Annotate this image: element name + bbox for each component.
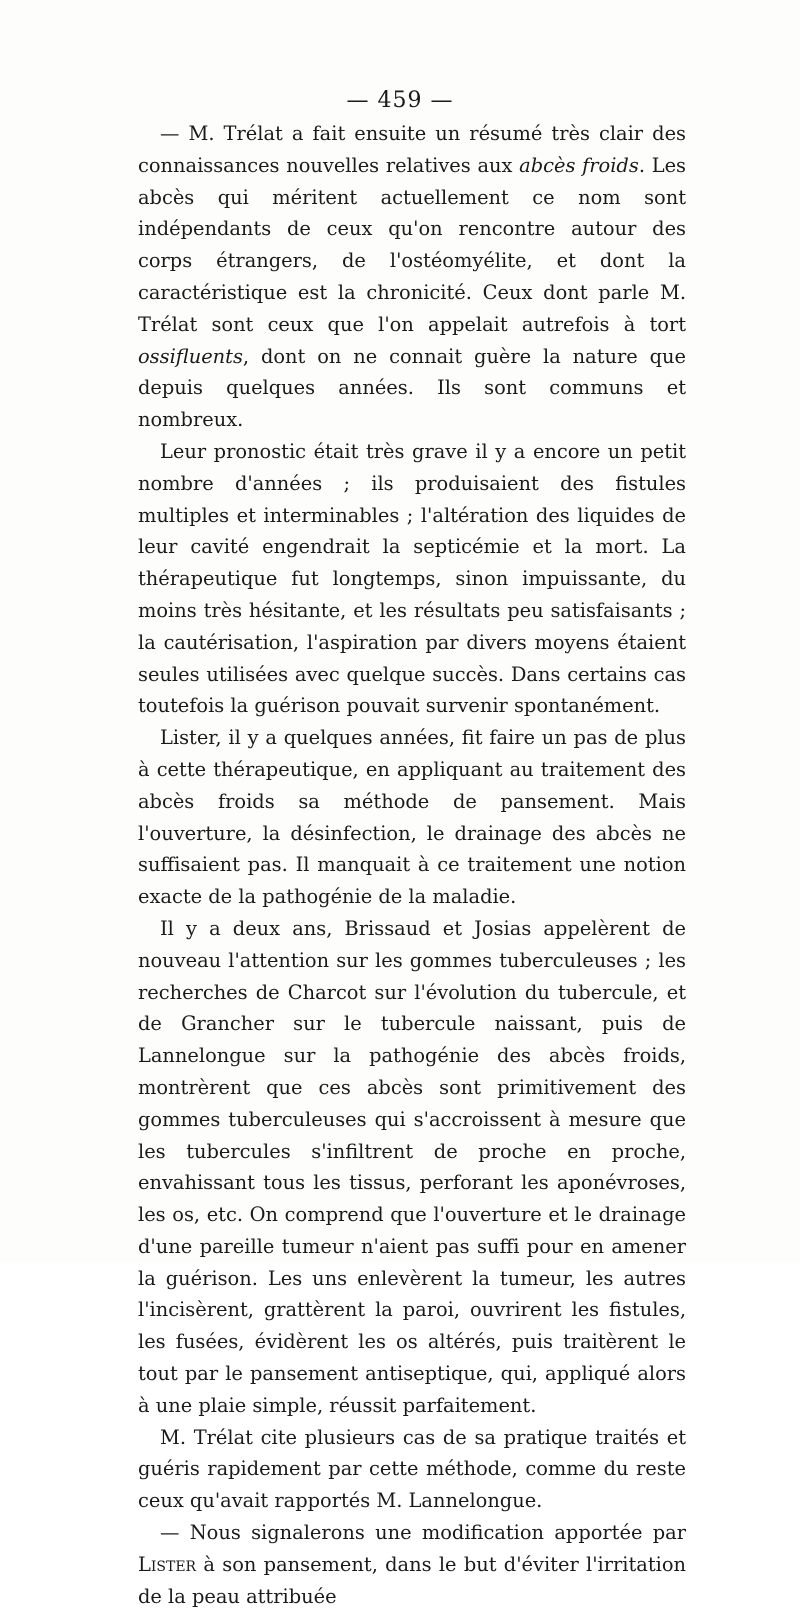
- text-run: Lister, il y a quelques années, fit faire un pas de plus à cette thérapeutique, en appliquant au traitement des abcès froids sa méthode de pansement. Mais l'ouverture, la désinfection, le drainage des abcès ne suffisaient pas. Il manquait à ce traitement une notion exacte de la pathogénie de la maladie.: [138, 726, 686, 909]
- paragraph-pronostic: [138, 436, 686, 722]
- italic-term: ossifluents: [138, 344, 243, 368]
- italic-term: abcès froids: [519, 153, 639, 177]
- paragraph-lister: [138, 722, 686, 913]
- text-run: Leur pronostic était très grave il y a encore un petit nombre d'années ; ils produisaient des fistules multiples et interminables ; l'altération des liquides de leur cavité engendrait la septicémie et la mort. La thérapeutique fut longtemps, sinon impuissante, du moins très hésitante, et les résultats peu satisfaisants ; la cautérisation, l'aspiration par divers moyens étaient seules utilisées avec quelque succès. Dans certains cas toutefois la guérison pouvait survenir spontanément.: [138, 439, 686, 718]
- body-text: [138, 118, 686, 1612]
- paragraph-abces-froids: [138, 118, 686, 436]
- text-run: — Nous signalerons une modification apportée par: [160, 1521, 686, 1545]
- text-run: — M. Trélat a fait ensuite un résumé très clair des connaissances nouvelles relatives aux: [138, 122, 686, 177]
- paragraph-modification: [138, 1517, 686, 1612]
- text-run: M. Trélat cite plusieurs cas de sa pratique traités et guéris rapidement par cette méthode, comme du reste ceux qu'avait rapportés M. Lannelongue.: [138, 1425, 686, 1513]
- paragraph-cas-trelat: [138, 1422, 686, 1517]
- text-run: Il y a deux ans, Brissaud et Josias appelèrent de nouveau l'attention sur les gommes tuberculeuses ; les recherches de Charcot sur l'évolution du tubercule, et de Grancher sur le tubercule naissant, puis de Lannelongue sur la pathogénie des abcès froids, montrèrent que ces abcès sont primitivement des gommes tuberculeuses qui s'accroissent à mesure que les tubercules s'infiltrent de proche en proche, envahissant tous les tissus, perforant les aponévroses, les os, etc. On comprend que l'ouverture et le drainage d'une pareille tumeur n'aient pas suffi pour en amener la guérison. Les uns enlevèrent la tumeur, les autres l'incisèrent, grattèrent la paroi, ouvrirent les fistules, les fusées, évidèrent les os altérés, puis traitèrent le tout par le pansement antiseptique, qui, appliqué alors à une plaie simple, réussit parfaitement.: [138, 916, 686, 1417]
- smallcaps-name: Lister: [138, 1552, 197, 1576]
- text-run: . Les abcès qui méritent actuellement ce nom sont indépendants de ceux qu'on rencontre autour des corps étrangers, de l'ostéomyélite, et dont la caractéristique est la chronicité. Ceux dont parle M. Trélat sont ceux que l'on appelait autrefois à tort: [138, 153, 686, 336]
- text-run: à son pansement, dans le but d'éviter l'irritation de la peau attribuée: [138, 1552, 686, 1608]
- paragraph-pathogenie: [138, 913, 686, 1422]
- page-number: — 459 —: [346, 88, 454, 113]
- text-run: , dont on ne connait guère la nature que depuis quelques années. Ils sont communs et nombreux.: [138, 344, 686, 432]
